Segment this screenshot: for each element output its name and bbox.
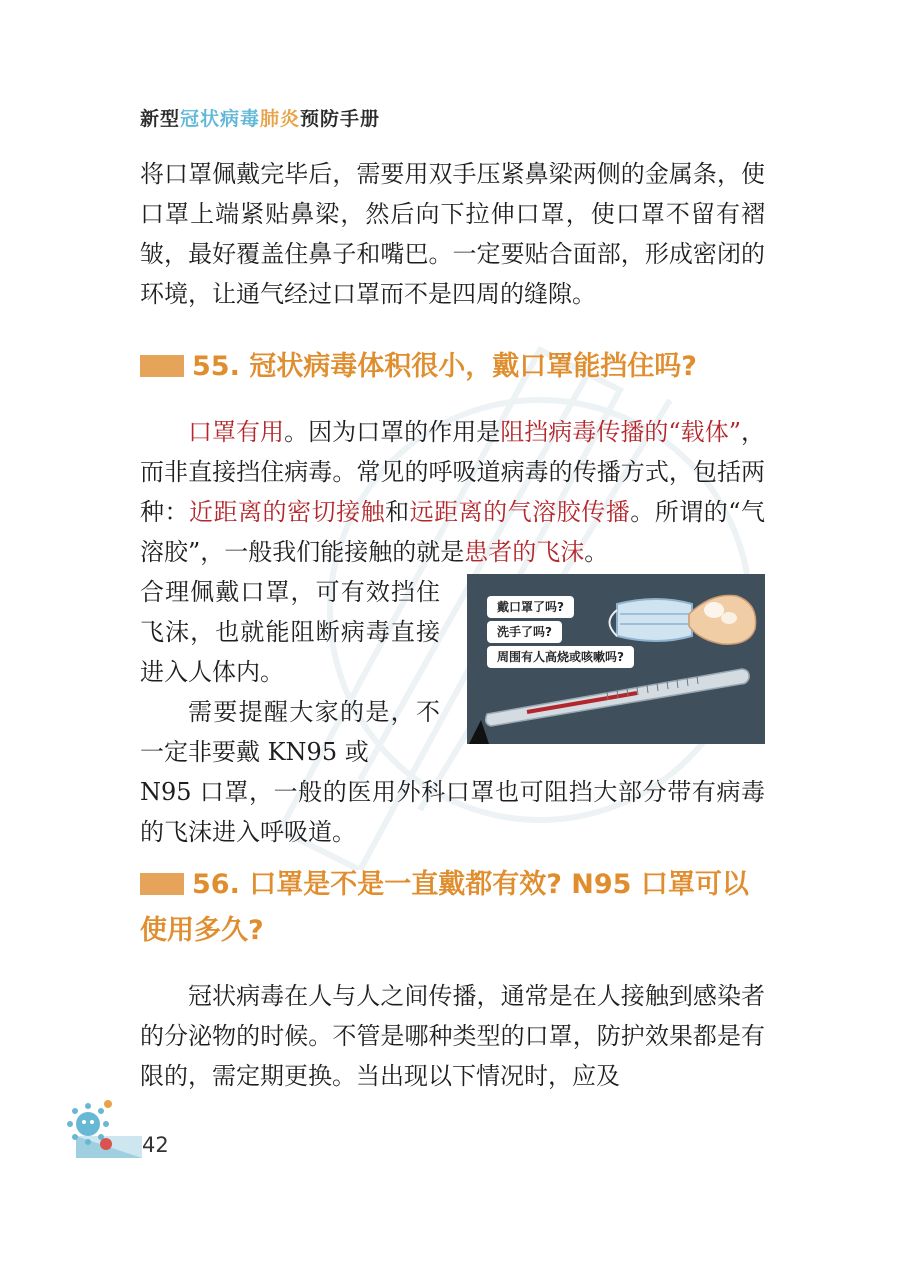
highlight-mask-useful: 口罩有用	[188, 418, 285, 446]
heading-bar-icon	[140, 873, 184, 895]
hands-icon	[689, 595, 756, 644]
highlight-close-contact: 近距离的密切接触	[189, 498, 386, 526]
mask-icon	[610, 599, 693, 641]
bubble-hands: 洗手了吗?	[487, 621, 562, 643]
header-part1: 新型	[140, 108, 181, 130]
text-run: 和	[385, 498, 410, 526]
header-part2: 冠状病毒	[180, 108, 261, 130]
thermometer-icon	[486, 669, 749, 726]
section-56-title: 56. 口罩是不是一直戴都有效? N95 口罩可以使用多久?	[140, 869, 749, 946]
heading-bar-icon	[140, 355, 184, 377]
section-55-paragraph-3-start: 需要提醒大家的是，不一定非要戴 KN95 或	[140, 698, 440, 766]
section-55-paragraph-1	[140, 412, 765, 572]
hygiene-illustration	[467, 574, 765, 744]
header-part3: 肺炎	[260, 108, 301, 130]
highlight-carrier: 阻挡病毒传播的“载体”	[500, 418, 741, 446]
text-run: 。因为口罩的作用是	[284, 418, 501, 446]
text-run: 。	[584, 538, 609, 566]
text-run: 。所谓的“气溶胶”，一般我们能接触的就是	[140, 498, 766, 566]
intro-paragraph: 将口罩佩戴完毕后，需要用双手压紧鼻梁两侧的金属条，使口罩上端紧贴鼻梁，然后向下拉伸口罩，使口罩不留有褶皱，最好覆盖住鼻子和嘴巴。一定要贴合面部，形成密闭的环境，让通气经过口罩而不是四周的缝隙。	[140, 160, 765, 308]
section-56-paragraph-1: 冠状病毒在人与人之间传播，通常是在人接触到感染者的分泌物的时候。不管是哪种类型的口罩，防护效果都是有限的，需定期更换。当出现以下情况时，应及	[140, 982, 765, 1090]
page-number: 42	[142, 1133, 169, 1157]
section-55-title: 55. 冠状病毒体积很小，戴口罩能挡住吗?	[192, 351, 697, 382]
bubble-fever: 周围有人高烧或咳嗽吗?	[487, 646, 634, 668]
header-part4: 预防手册	[300, 108, 381, 130]
book-header	[140, 104, 380, 131]
section-55-heading	[140, 344, 770, 390]
bubble-mask: 戴口罩了吗?	[487, 596, 574, 618]
section-55-paragraph-3-end: N95 口罩，一般的医用外科口罩也可阻挡大部分带有病毒的飞沫进入呼吸道。	[140, 778, 765, 846]
highlight-aerosol: 远距离的气溶胶传播	[409, 498, 631, 526]
section-56-heading	[140, 862, 770, 954]
section-55-paragraph-2: 合理佩戴口罩，可有效挡住飞沫，也就能阻断病毒直接进入人体内。	[140, 578, 440, 686]
text-run: ，而非直接挡住病毒。常见的呼吸道病毒的传播方式，包括两种：	[140, 418, 766, 526]
virus-corner-icon	[62, 1098, 142, 1160]
highlight-droplets: 患者的飞沫	[464, 538, 585, 566]
mask-thermometer-drawing	[467, 574, 765, 744]
